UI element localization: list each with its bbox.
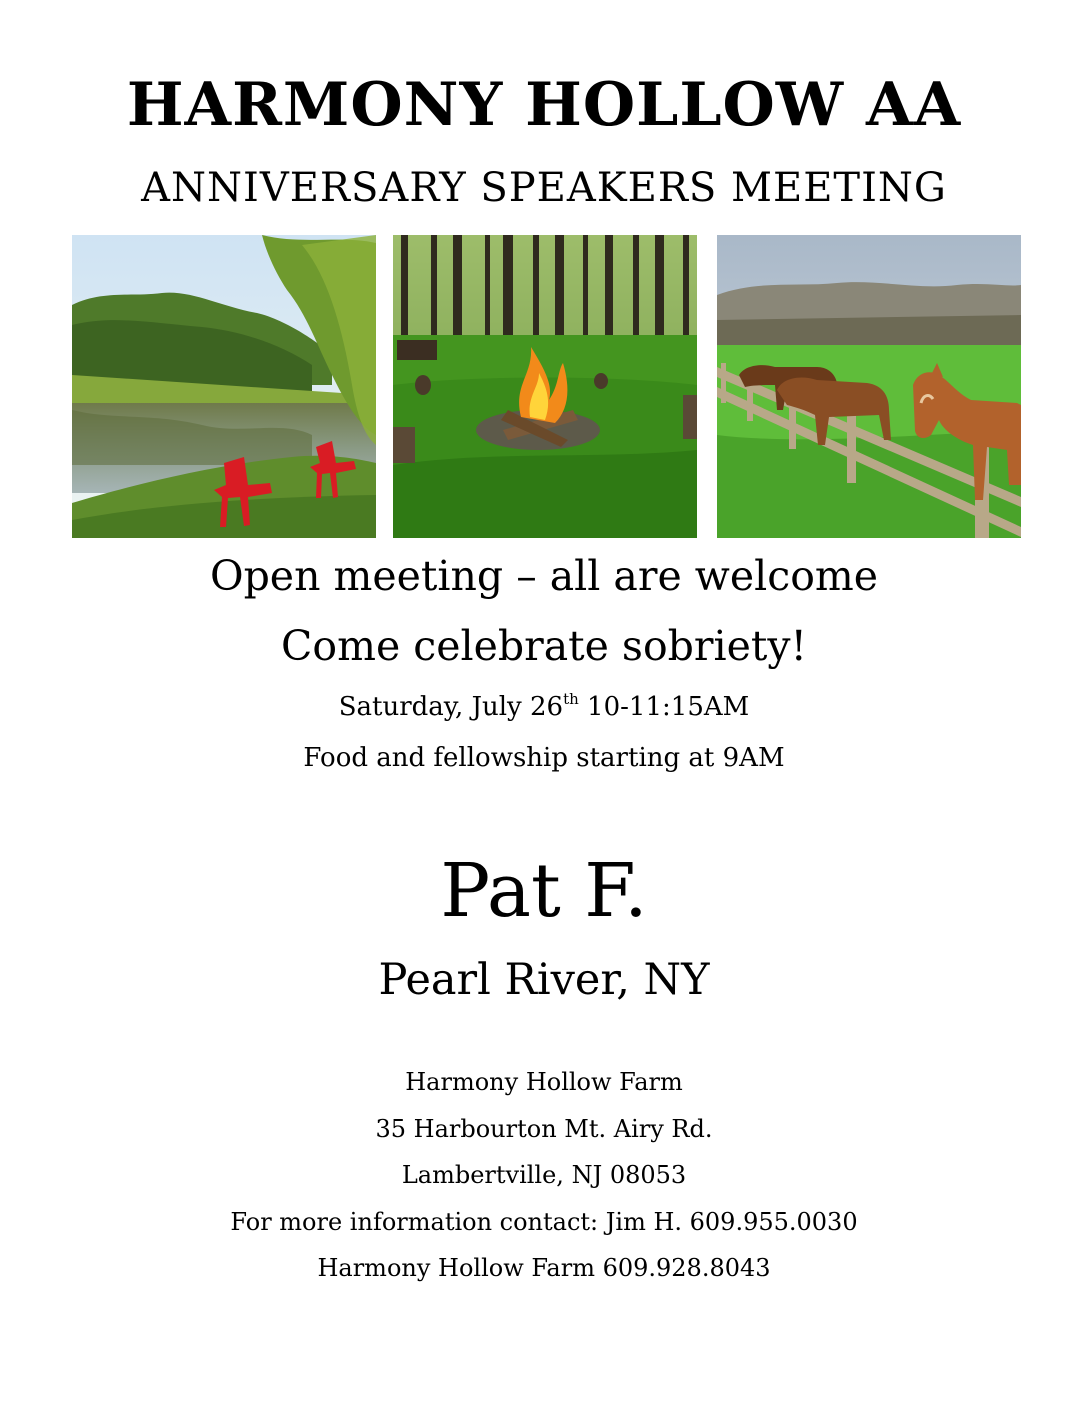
pond-photo <box>72 235 376 538</box>
speaker-location: Pearl River, NY <box>378 955 710 1005</box>
contact-line: For more information contact: Jim H. 609.955.0030 <box>230 1208 858 1236</box>
open-meeting-line: Open meeting – all are welcome <box>209 552 879 600</box>
celebrate-line: Come celebrate sobriety! <box>281 622 807 670</box>
flyer-subtitle: ANNIVERSARY SPEAKERS MEETING <box>141 165 947 211</box>
venue-city: Lambertville, NJ 08053 <box>401 1161 687 1189</box>
venue-name: Harmony Hollow Farm <box>405 1068 683 1096</box>
food-line: Food and fellowship starting at 9AM <box>303 743 785 773</box>
speaker-name: Pat F. <box>440 848 648 934</box>
farm-phone-line: Harmony Hollow Farm 609.928.8043 <box>317 1254 771 1282</box>
campfire-photo <box>393 235 697 538</box>
date-time-line <box>0 692 1088 722</box>
date-text: Saturday, July 26 <box>338 692 564 722</box>
flyer-title: HARMONY HOLLOW AA <box>126 70 962 140</box>
date-suffix: th <box>563 690 579 708</box>
time-text: 10-11:15AM <box>578 692 750 722</box>
venue-street: 35 Harbourton Mt. Airy Rd. <box>375 1115 713 1143</box>
horses-photo <box>717 235 1021 538</box>
